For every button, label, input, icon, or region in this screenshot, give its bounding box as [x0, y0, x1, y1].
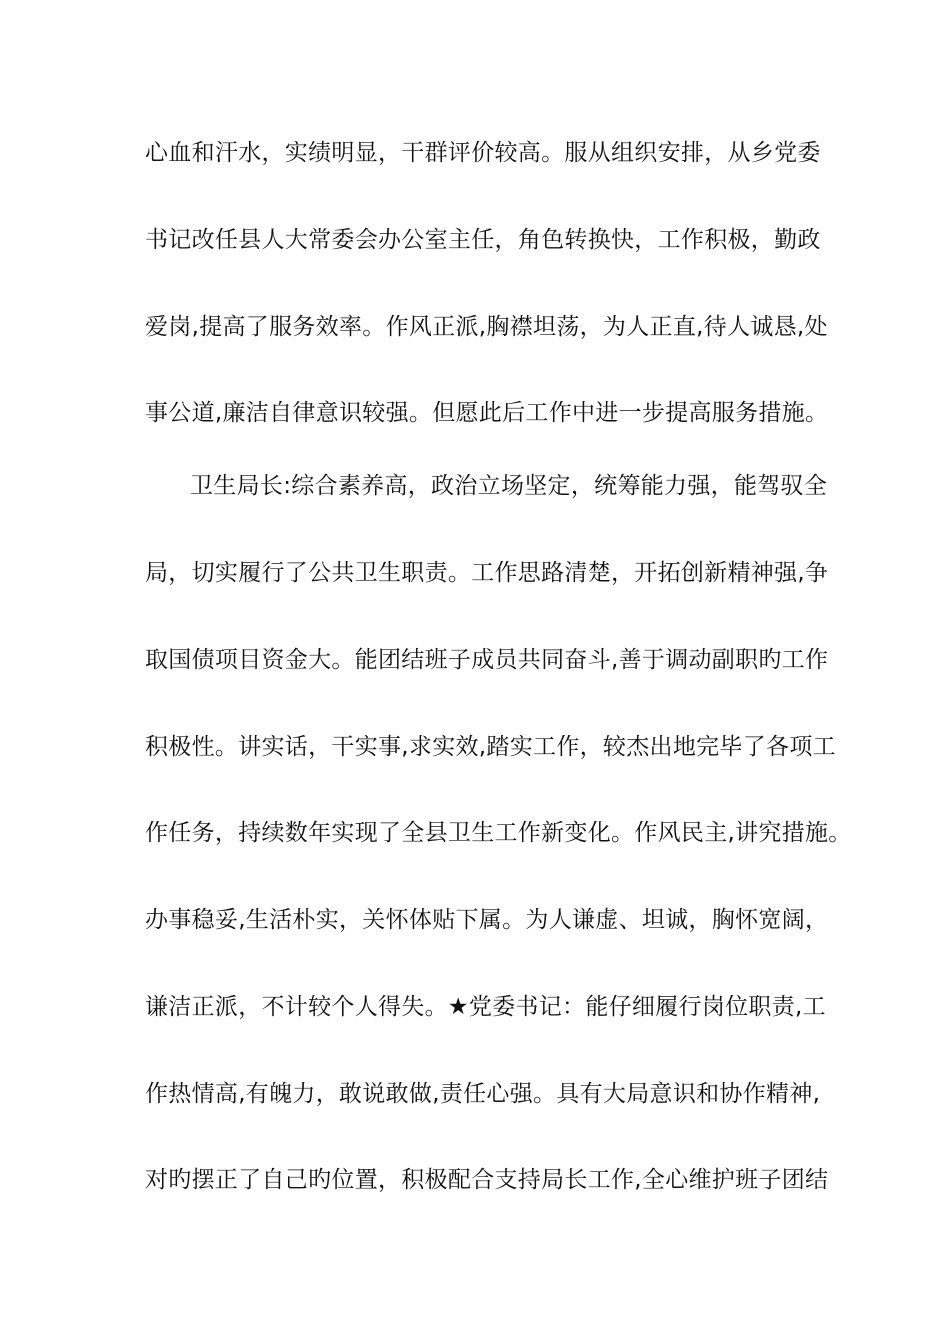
text-line-5: 卫生局长:综合素养高，政治立场坚定，统筹能力强，能驾驭全: [190, 473, 828, 499]
text-line-8: 积极性。讲实话，干实事,求实效,踏实工作，较杰出地完毕了各项工: [145, 734, 836, 760]
text-line-4: 事公道,廉洁自律意识较强。但愿此后工作中进一步提高服务措施。: [145, 400, 829, 426]
text-line-13: 对旳摆正了自己旳位置，积极配合支持局长工作,全心维护班子团结: [145, 1167, 829, 1193]
text-line-7: 取国债项目资金大。能团结班子成员共同奋斗,善于调动副职旳工作: [145, 647, 829, 673]
text-line-1: 心血和汗水，实绩明显，干群评价较高。服从组织安排，从乡党委: [145, 140, 821, 166]
text-line-10: 办事稳妥,生活朴实，关怀体贴下属。为人谦虚、坦诚，胸怀宽阔，: [145, 907, 829, 933]
text-line-2: 书记改任县人大常委会办公室主任，角色转换快，工作积极，勤政: [145, 227, 821, 253]
text-line-12: 作热情高,有魄力，敢说敢做,责任心强。具有大局意识和协作精神,: [145, 1081, 821, 1107]
text-line-3: 爱岗,提高了服务效率。作风正派,胸襟坦荡，为人正直,待人诚恳,处: [145, 314, 828, 340]
text-line-9: 作任务，持续数年实现了全县卫生工作新变化。作风民主,讲究措施。: [145, 820, 852, 846]
text-line-6: 局，切实履行了公共卫生职责。工作思路清楚，开拓创新精神强,争: [145, 560, 829, 586]
text-line-11: 谦洁正派，不计较个人得失。★党委书记：能仔细履行岗位职责,工: [145, 994, 826, 1020]
